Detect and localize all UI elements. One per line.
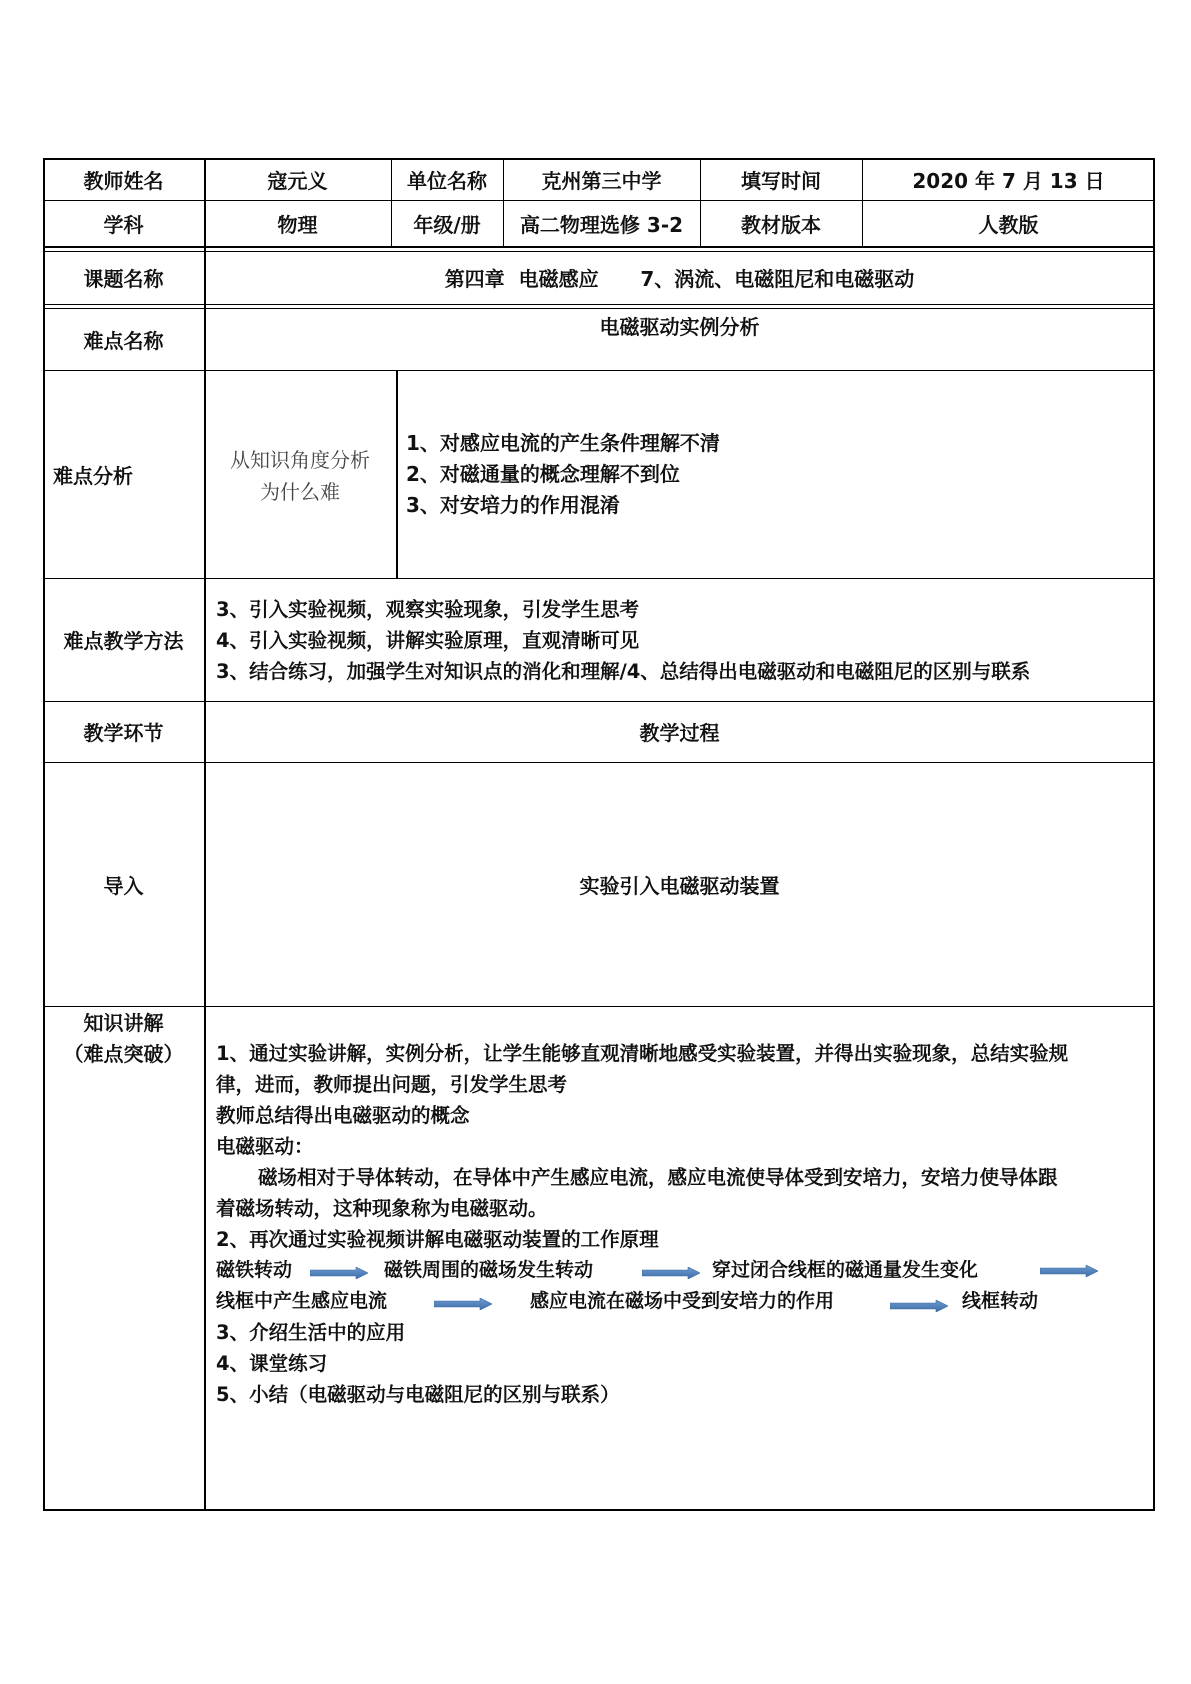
subject-value: 物理	[277, 212, 318, 237]
knowledge-label-line2: （难点突破）	[63, 1042, 184, 1066]
knowledge-p5: 2、再次通过实验视频讲解电磁驱动装置的工作原理	[216, 1228, 659, 1251]
column-divider	[396, 370, 398, 578]
process-title: 教学过程	[639, 721, 720, 745]
unit-name-value: 克州第三中学	[541, 168, 662, 193]
list-item: 2、对磁通量的概念理解不到位	[406, 462, 680, 486]
list-item: 4、引入实验视频，讲解实验原理，直观清晰可见	[216, 629, 640, 652]
row-divider	[43, 370, 1155, 371]
edition-value: 人教版	[978, 212, 1039, 237]
difficulty-value: 电磁驱动实例分析	[599, 314, 760, 339]
knowledge-p1-line1: 1、通过实验讲解，实例分析，让学生能够直观清晰地感受实验装置，并得出实验现象，总结实验规	[216, 1042, 1069, 1065]
knowledge-p4-line2: 着磁场转动，这种现象称为电磁驱动。	[216, 1197, 548, 1220]
flow-step: 磁铁周围的磁场发生转动	[384, 1259, 594, 1281]
knowledge-label	[43, 1008, 204, 1070]
row-divider	[43, 246, 1155, 248]
knowledge-label-line1: 知识讲解	[83, 1011, 164, 1035]
grade-value: 高二物理选修 3-2	[519, 212, 684, 237]
knowledge-content	[216, 1038, 1151, 1255]
row-divider	[43, 578, 1155, 579]
flow-step: 线框中产生感应电流	[216, 1290, 388, 1312]
row-divider	[43, 1006, 1155, 1007]
flow-step: 感应电流在磁场中受到安培力的作用	[530, 1290, 835, 1312]
list-item: 1、对感应电流的产生条件理解不清	[406, 431, 720, 455]
method-label: 难点教学方法	[63, 629, 184, 653]
intro-value: 实验引入电磁驱动装置	[579, 873, 780, 898]
topic-value: 第四章 电磁感应 7、涡流、电磁阻尼和电磁驱动	[444, 267, 915, 291]
arrow-right-icon	[434, 1298, 492, 1310]
row-divider	[43, 304, 1155, 305]
analysis-sub-label-line1: 从知识角度分析	[230, 448, 370, 472]
knowledge-p1-line2: 律，进而，教师提出问题，引发学生思考	[216, 1073, 568, 1096]
flow-step: 磁铁转动	[216, 1259, 293, 1281]
arrow-right-icon	[1040, 1265, 1098, 1277]
process-stage-label: 教学环节	[83, 721, 164, 745]
knowledge-p4-line1: 磁场相对于导体转动，在导体中产生感应电流，感应电流使导体受到安培力，安培力使导体跟	[258, 1166, 1058, 1189]
subject-label: 学科	[103, 212, 144, 237]
flow-step: 线框转动	[962, 1290, 1039, 1312]
knowledge-p8: 5、小结（电磁驱动与电磁阻尼的区别与联系）	[216, 1383, 620, 1406]
list-item: 3、引入实验视频，观察实验现象，引发学生思考	[216, 598, 640, 621]
date-label: 填写时间	[741, 168, 821, 193]
arrow-right-icon	[890, 1300, 948, 1312]
analysis-items	[406, 428, 1146, 521]
difficulty-label: 难点名称	[83, 328, 164, 353]
analysis-sub-label	[204, 444, 396, 508]
intro-label: 导入	[103, 873, 144, 898]
analysis-sub-label-line2: 为什么难	[260, 480, 340, 504]
knowledge-p3: 电磁驱动：	[216, 1135, 314, 1158]
edition-label: 教材版本	[741, 212, 821, 237]
analysis-label: 难点分析	[53, 463, 133, 488]
knowledge-p2: 教师总结得出电磁驱动的概念	[216, 1104, 470, 1127]
unit-name-label: 单位名称	[407, 168, 487, 193]
date-value: 2020 年 7 月 13 日	[912, 168, 1105, 193]
topic-label: 课题名称	[83, 267, 164, 291]
teacher-name-value: 寇元义	[267, 168, 328, 193]
teacher-name-label: 教师姓名	[83, 168, 164, 193]
arrow-right-icon	[310, 1267, 368, 1279]
knowledge-content-tail	[216, 1317, 1151, 1410]
flow-step: 穿过闭合线框的磁通量发生变化	[712, 1259, 979, 1281]
list-item: 3、对安培力的作用混淆	[406, 493, 620, 517]
grade-label: 年级/册	[413, 212, 481, 237]
method-items	[216, 594, 1151, 687]
knowledge-p7: 4、课堂练习	[216, 1352, 328, 1375]
arrow-right-icon	[642, 1267, 700, 1279]
knowledge-p6: 3、介绍生活中的应用	[216, 1321, 406, 1344]
list-item: 3、结合练习，加强学生对知识点的消化和理解/4、总结得出电磁驱动和电磁阻尼的区别与联系	[216, 660, 1031, 683]
